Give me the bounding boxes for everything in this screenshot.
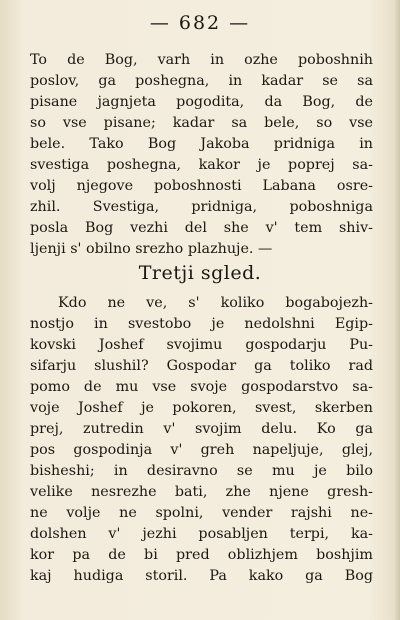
text-line: kovski Joshef svojimu gospodarju Pu- — [30, 337, 373, 353]
text-line: To de Bog, varh in ozhe poboshnih — [30, 52, 373, 68]
text-line: volj njegove poboshnosti Labana osre- — [30, 178, 373, 194]
text-line: velike nesrezhe bati, zhe njene gresh- — [30, 484, 373, 500]
text-line: bisheshi; in desiravno se mu je bilo — [30, 463, 373, 479]
text-line: poslov, ga poshegna, in kadar se sa — [30, 73, 373, 89]
text-line: svestiga poshegna, kakor je poprej sa- — [30, 157, 373, 173]
paragraph-2 — [30, 293, 373, 587]
text-line: nostjo in svestobo je nedolshni Egip- — [30, 316, 373, 332]
section-heading: Tretji sgled. — [138, 262, 262, 284]
text-line: zhil. Svestiga, pridniga, poboshniga — [30, 199, 373, 215]
text-line: pos gospodinja v' greh napeljuje, glej, — [30, 442, 373, 458]
paragraph-1 — [30, 50, 373, 260]
text-line: ljenji s' obilno srezho plazhuje. — — [30, 241, 273, 257]
text-line: prej, zutredin v' svojim delu. Ko ga — [30, 421, 373, 437]
text-line: posla Bog vezhi del she v' tem shiv- — [30, 220, 373, 236]
text-line: ne volje ne spolni, vender rajshi ne- — [30, 505, 373, 521]
text-line: pisane jagnjeta pogodita, da Bog, de — [30, 94, 373, 110]
text-line: so vse pisane; kadar sa bele, so vse — [30, 115, 373, 131]
text-line: kor pa de bi pred oblizhjem boshjim — [30, 547, 373, 563]
text-line: bele. Tako Bog Jakoba pridniga in — [30, 136, 373, 152]
text-line: voje Joshef je pokoren, svest, skerben — [30, 400, 373, 416]
text-line: pomo de mu vse svoje gospodarstvo sa- — [30, 379, 373, 395]
text-line: kaj hudiga storil. Pa kako ga Bog — [30, 568, 373, 584]
text-line: dolshen v' jezhi posabljen terpi, ka- — [30, 526, 373, 542]
text-line: Kdo ne ve, s' koliko bogabojezh- — [58, 295, 373, 311]
text-line: sifarju slushil? Gospodar ga toliko rad — [30, 358, 373, 374]
page-edge-shadow — [394, 0, 400, 620]
page-number: — 682 — — [149, 12, 251, 34]
